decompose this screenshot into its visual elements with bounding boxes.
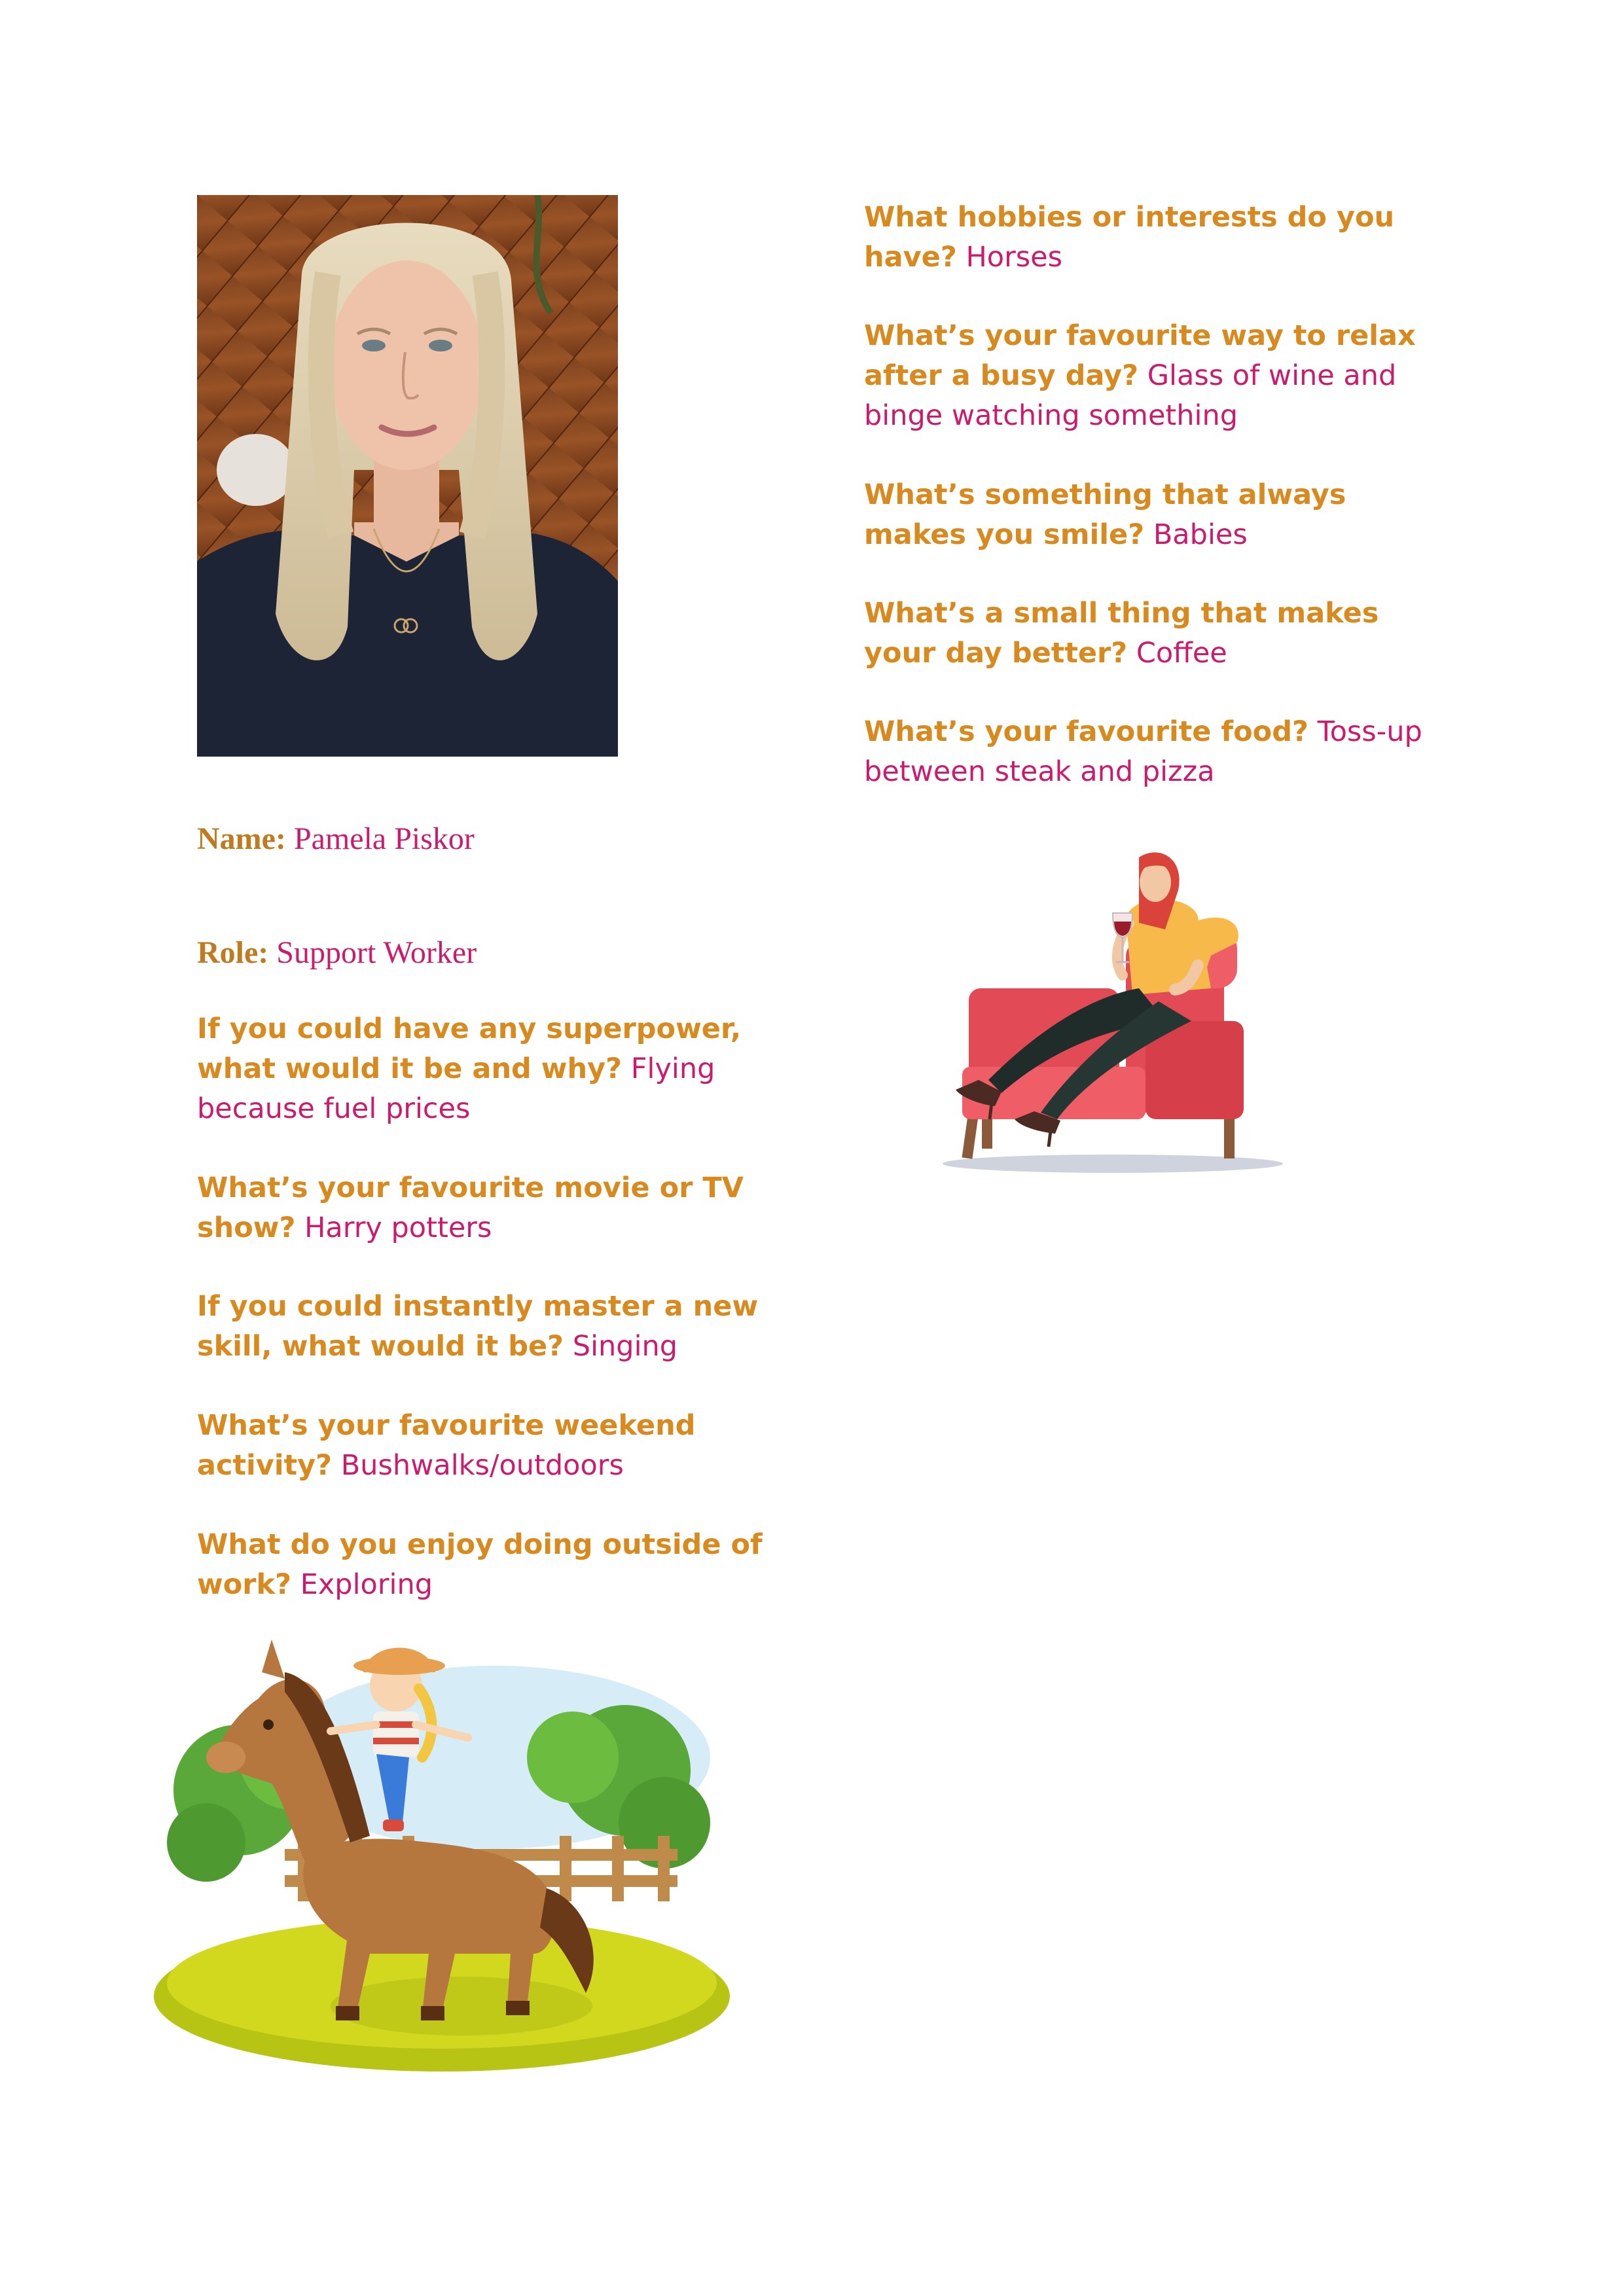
answer-text: Harry potters: [304, 1211, 492, 1244]
qa-small-thing: [864, 594, 1434, 673]
role-value: Support Worker: [276, 935, 477, 970]
answer-text: Coffee: [1136, 637, 1227, 670]
question-text: If you could have any superpower, what would it be and why?: [197, 1013, 742, 1085]
qa-outside-work: [197, 1525, 773, 1605]
question-text: What’s your favourite way to relax after a busy day?: [864, 319, 1416, 392]
role-line: [197, 933, 477, 973]
answer-text: Babies: [1153, 518, 1248, 551]
qa-skill: [197, 1287, 773, 1367]
qa-hobbies: [864, 198, 1434, 278]
question-text: If you could instantly master a new skill, what would it be?: [197, 1290, 759, 1363]
girl-on-horse-illustration: [154, 1626, 736, 2072]
qa-relax: [864, 316, 1434, 436]
profile-photo: [197, 195, 618, 757]
answer-text: Exploring: [300, 1568, 433, 1601]
role-label: Role:: [197, 935, 269, 970]
qa-food: [864, 712, 1434, 792]
qa-weekend: [197, 1406, 773, 1486]
qa-smile: [864, 475, 1434, 555]
answer-text: Glass of wine and binge watching something: [864, 359, 1397, 432]
name-label: Name:: [197, 821, 286, 856]
question-text: What’s something that always makes you smile?: [864, 478, 1346, 551]
question-text: What hobbies or interests do you have?: [864, 201, 1395, 274]
name-value: Pamela Piskor: [293, 821, 475, 856]
question-text: What do you enjoy doing outside of work?: [197, 1528, 763, 1601]
answer-text: Horses: [965, 241, 1063, 274]
answer-text: Flying because fuel prices: [197, 1052, 715, 1125]
question-text: What’s your favourite food?: [864, 715, 1308, 748]
question-text: What’s a small thing that makes your day better?: [864, 597, 1379, 670]
answer-text: Singing: [572, 1330, 678, 1363]
question-text: What’s your favourite movie or TV show?: [197, 1172, 744, 1244]
woman-armchair-illustration: [903, 851, 1283, 1178]
answer-text: Bushwalks/outdoors: [340, 1449, 624, 1482]
answer-text: Toss-up between steak and pizza: [864, 715, 1422, 788]
name-line: [197, 819, 475, 859]
qa-superpower: [197, 1009, 773, 1129]
qa-movie: [197, 1168, 773, 1248]
question-text: What’s your favourite weekend activity?: [197, 1409, 696, 1482]
